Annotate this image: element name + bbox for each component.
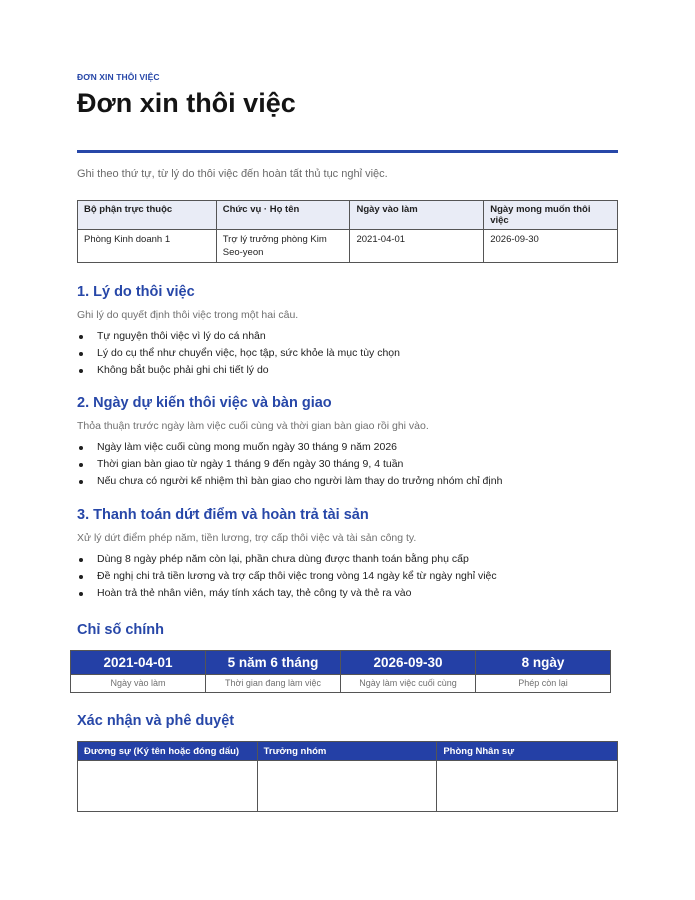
info-cell-department: Phòng Kinh doanh 1 [78,230,217,263]
list-item: Đề nghị chi trả tiền lương và trợ cấp thôi việc trong vòng 14 ngày kể từ ngày nghỉ việc [77,568,618,585]
approval-header-hr: Phòng Nhân sự [437,742,618,761]
section-description: Xử lý dứt điểm phép năm, tiền lương, trợ cấp thôi việc và tài sản công ty. [77,532,417,544]
signature-box-hr[interactable] [437,761,618,812]
info-header-department: Bộ phận trực thuộc [78,201,217,230]
title-divider [77,150,618,153]
section-heading: 1. Lý do thôi việc [77,284,195,300]
kpi-value: 2021-04-01 [71,651,205,675]
list-item: Hoàn trả thẻ nhân viên, máy tính xách tay, thẻ công ty và thẻ ra vào [77,585,618,602]
signature-box-team-lead[interactable] [257,761,437,812]
signature-box-applicant[interactable] [78,761,258,812]
kpi-label: Ngày vào làm [110,678,166,688]
approval-header-applicant: Đương sự (Ký tên hoặc đóng dấu) [78,742,258,761]
kpi-value: 8 ngày [476,651,610,675]
page-title: Đơn xin thôi việc [77,88,296,118]
kpi-remaining-leave [476,651,610,692]
section-settlement [77,507,618,602]
approval-heading: Xác nhận và phê duyệt [77,713,235,729]
list-item: Ngày làm việc cuối cùng mong muốn ngày 30 tháng 9 năm 2026 [77,439,618,456]
list-item: Thời gian bàn giao từ ngày 1 tháng 9 đến ngày 30 tháng 9, 4 tuần [77,456,618,473]
list-item: Nếu chưa có người kế nhiệm thì bàn giao cho người làm thay do trưởng nhóm chỉ định [77,473,618,490]
section-heading: 2. Ngày dự kiến thôi việc và bàn giao [77,395,332,411]
info-cell-position-name: Trợ lý trưởng phòng Kim Seo-yeon [216,230,350,263]
document-eyebrow: ĐƠN XIN THÔI VIỆC [77,72,160,82]
kpi-label: Ngày làm việc cuối cùng [359,678,457,688]
signature-row [78,761,618,812]
table-row [78,230,618,263]
bullet-list [77,551,618,602]
kpi-start-date [71,651,206,692]
info-header-position-name: Chức vụ · Họ tên [216,201,350,230]
info-table-header-row [78,201,618,230]
kpi-label: Thời gian đang làm việc [225,678,321,688]
section-heading: 3. Thanh toán dứt điểm và hoàn trả tài sản [77,507,369,523]
list-item: Không bắt buộc phải ghi chi tiết lý do [77,362,618,379]
kpi-value: 5 năm 6 tháng [206,651,340,675]
info-header-start-date: Ngày vào làm [350,201,484,230]
kpi-tenure [206,651,341,692]
approval-header-row [78,742,618,761]
section-description: Ghi lý do quyết định thôi việc trong một hai câu. [77,309,299,321]
page-subtitle: Ghi theo thứ tự, từ lý do thôi việc đến hoàn tất thủ tục nghỉ việc. [77,168,388,180]
info-cell-start-date: 2021-04-01 [350,230,484,263]
section-description: Thỏa thuận trước ngày làm việc cuối cùng và thời gian bàn giao rồi ghi vào. [77,420,429,432]
employee-info-table [77,200,618,263]
approval-header-team-lead: Trưởng nhóm [257,742,437,761]
kpi-label: Phép còn lại [518,678,568,688]
section-schedule-handover [77,395,618,490]
info-header-desired-end-date: Ngày mong muốn thôi việc [484,201,618,230]
list-item: Dùng 8 ngày phép năm còn lại, phần chưa dùng được thanh toán bằng phụ cấp [77,551,618,568]
info-cell-desired-end-date: 2026-09-30 [484,230,618,263]
kpi-heading: Chỉ số chính [77,622,164,638]
approval-table [77,741,618,812]
kpi-table [70,650,611,693]
list-item: Tự nguyện thôi việc vì lý do cá nhân [77,328,618,345]
list-item: Lý do cụ thể như chuyển việc, học tập, sức khỏe là mục tùy chọn [77,345,618,362]
kpi-last-day [341,651,476,692]
bullet-list [77,439,618,490]
section-reason [77,284,618,379]
bullet-list [77,328,618,379]
kpi-value: 2026-09-30 [341,651,475,675]
